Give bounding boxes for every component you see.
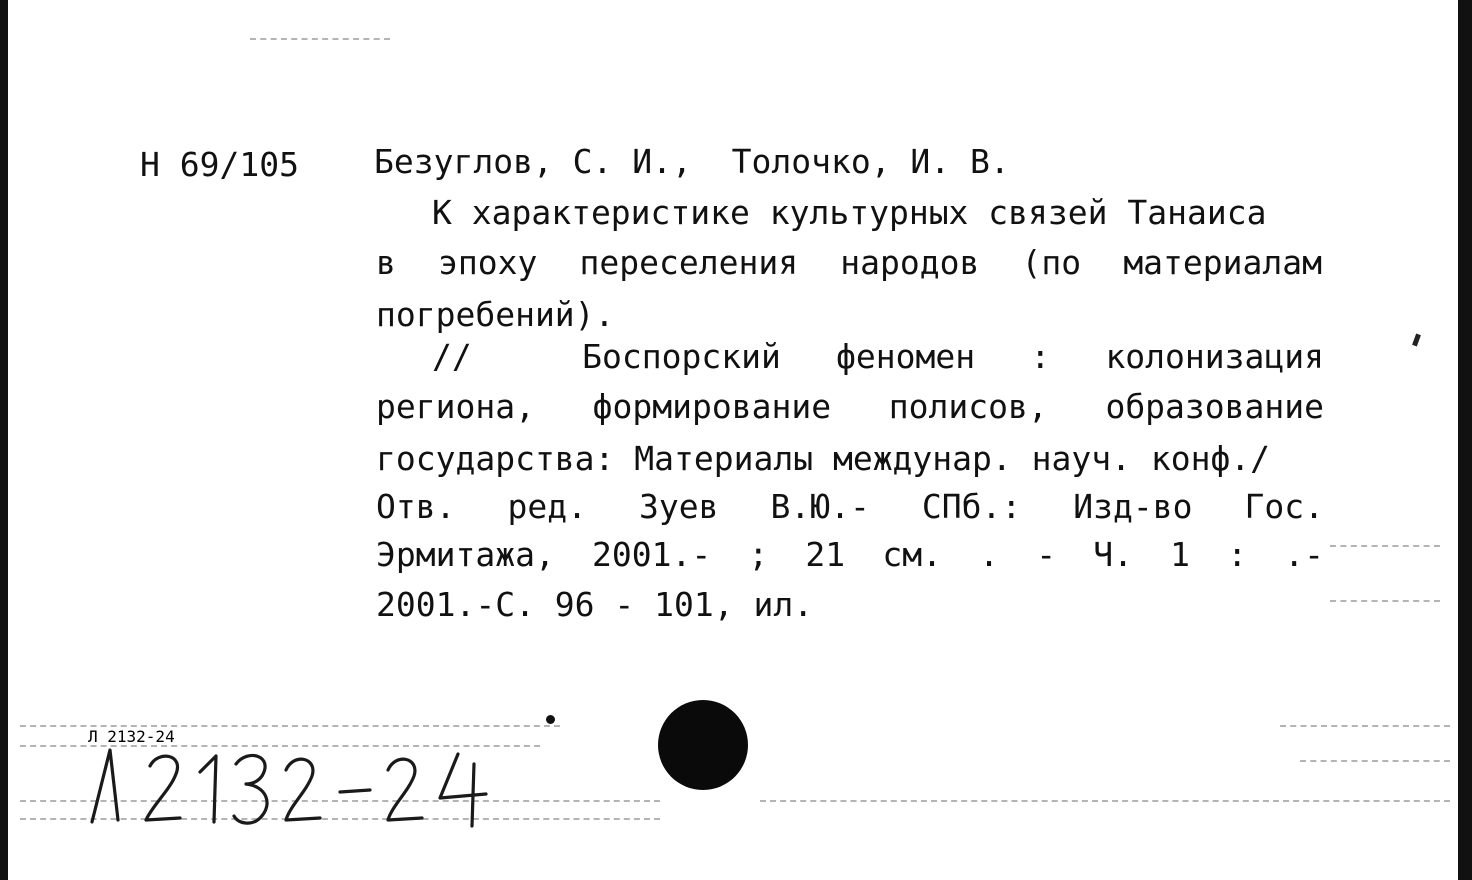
title-line: погребений). (376, 295, 615, 334)
ink-speck (1412, 334, 1421, 347)
title-line: К характеристике культурных связей Танаиса (432, 193, 1267, 232)
source-line: Эрмитажа, 2001.- ; 21 см. . - Ч. 1 : .- (376, 535, 1324, 574)
source-line: государства: Материалы междунар. науч. конф./ (376, 439, 1271, 478)
scan-noise-line (1300, 760, 1450, 762)
card-left-border (0, 0, 8, 880)
source-line: // Боспорский феномен : колонизация (432, 337, 1324, 376)
handwritten-number-text: Л 2132-24 (88, 727, 175, 746)
title-line: в эпоху переселения народов (по материалам (376, 243, 1322, 282)
authors-line: Безуглов, С. И., Толочко, И. В. (374, 142, 1010, 181)
source-line: 2001.-С. 96 - 101, ил. (376, 585, 814, 624)
scan-noise-line (1330, 545, 1440, 547)
punch-hole (658, 700, 748, 790)
handwritten-accession-number (88, 727, 508, 832)
shelfmark: Н 69/105 (140, 145, 299, 184)
scan-noise-line (250, 38, 390, 40)
scan-noise-line (1280, 725, 1450, 727)
ink-dot (546, 715, 555, 724)
scan-noise-line (760, 800, 1450, 802)
card-right-border (1458, 0, 1472, 880)
source-line: региона, формирование полисов, образование (376, 387, 1324, 426)
scan-noise-line (1330, 600, 1440, 602)
source-line: Отв. ред. Зуев В.Ю.- СПб.: Изд-во Гос. (376, 487, 1324, 526)
